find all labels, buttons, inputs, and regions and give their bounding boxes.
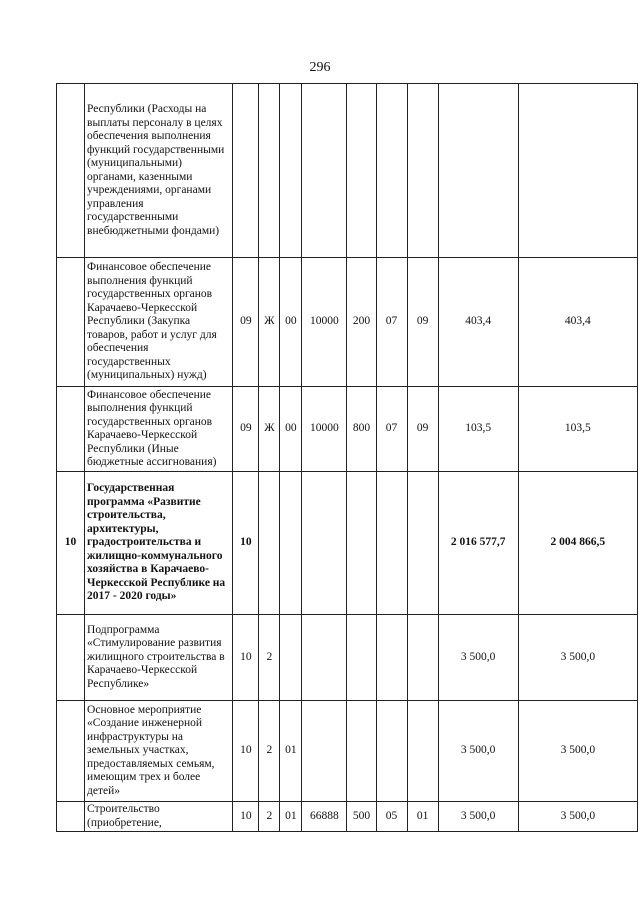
amount-2: 2 004 866,5 [518, 472, 637, 615]
code-7 [407, 472, 438, 615]
code-2: 2 [259, 802, 280, 832]
code-3: 01 [280, 701, 302, 802]
code-6 [376, 615, 407, 701]
code-3 [280, 472, 302, 615]
page-number: 296 [309, 60, 331, 75]
budget-table [56, 83, 638, 832]
row-label: Финансовое обеспечение выполнения функций государственных органов Карачаево-Черкесской Республики (Закупка товаров, работ и услуг для обеспечения государственных (муниципальных) нужд) [85, 258, 233, 387]
amount-2: 403,4 [518, 258, 637, 387]
table-row [57, 615, 638, 701]
row-number [57, 701, 85, 802]
amount-1 [438, 84, 518, 258]
code-1: 10 [233, 615, 259, 701]
row-label: Основное мероприятие «Создание инженерной инфраструктуры на земельных участках, предоставляемых семьям, имеющим трех и более детей» [85, 701, 233, 802]
code-7 [407, 701, 438, 802]
row-number [57, 84, 85, 258]
row-label: Строительство (приобретение, [85, 802, 233, 832]
amount-2: 3 500,0 [518, 615, 637, 701]
row-number: 10 [57, 472, 85, 615]
code-1 [233, 84, 259, 258]
code-6: 07 [376, 387, 407, 472]
code-1: 09 [233, 258, 259, 387]
code-7 [407, 615, 438, 701]
code-4: 10000 [302, 258, 347, 387]
amount-1: 3 500,0 [438, 615, 518, 701]
code-4 [302, 84, 347, 258]
amount-2: 103,5 [518, 387, 637, 472]
amount-1: 3 500,0 [438, 802, 518, 832]
row-number [57, 387, 85, 472]
code-2 [259, 472, 280, 615]
code-5: 200 [347, 258, 376, 387]
table-body [57, 84, 638, 832]
code-7 [407, 84, 438, 258]
code-3: 00 [280, 387, 302, 472]
table-row [57, 472, 638, 615]
table-row [57, 84, 638, 258]
code-2: 2 [259, 701, 280, 802]
code-5 [347, 84, 376, 258]
code-5 [347, 472, 376, 615]
code-3: 00 [280, 258, 302, 387]
code-2 [259, 84, 280, 258]
code-3 [280, 615, 302, 701]
code-4 [302, 701, 347, 802]
amount-1: 403,4 [438, 258, 518, 387]
code-2: Ж [259, 258, 280, 387]
amount-1: 3 500,0 [438, 701, 518, 802]
code-4: 10000 [302, 387, 347, 472]
code-6: 07 [376, 258, 407, 387]
code-6 [376, 701, 407, 802]
code-7: 09 [407, 387, 438, 472]
code-5 [347, 615, 376, 701]
code-6 [376, 472, 407, 615]
code-3 [280, 84, 302, 258]
amount-2: 3 500,0 [518, 802, 637, 832]
code-4: 66888 [302, 802, 347, 832]
table-row [57, 802, 638, 832]
code-3: 01 [280, 802, 302, 832]
row-label: Подпрограмма «Стимулирование развития жилищного строительства в Карачаево-Черкесской Республике» [85, 615, 233, 701]
row-number [57, 615, 85, 701]
code-5 [347, 701, 376, 802]
amount-1: 2 016 577,7 [438, 472, 518, 615]
code-7: 01 [407, 802, 438, 832]
code-1: 10 [233, 802, 259, 832]
row-label: Финансовое обеспечение выполнения функций государственных органов Карачаево-Черкесской Республики (Иные бюджетные ассигнования) [85, 387, 233, 472]
table-row [57, 701, 638, 802]
code-4 [302, 615, 347, 701]
row-label: Республики (Расходы на выплаты персоналу в целях обеспечения выполнения функций государственными (муниципальными) органами, казенными учреждениями, органами управления государственными внебюджетными фондами) [85, 84, 233, 258]
row-number [57, 258, 85, 387]
amount-2: 3 500,0 [518, 701, 637, 802]
code-2: 2 [259, 615, 280, 701]
code-5: 800 [347, 387, 376, 472]
table-row [57, 258, 638, 387]
code-1: 09 [233, 387, 259, 472]
row-number [57, 802, 85, 832]
row-label: Государственная программа «Развитие строительства, архитектуры, градостроительства и жилищно-коммунального хозяйства в Карачаево-Черкесской Республике на 2017 - 2020 годы» [85, 472, 233, 615]
code-4 [302, 472, 347, 615]
amount-2 [518, 84, 637, 258]
code-5: 500 [347, 802, 376, 832]
code-6: 05 [376, 802, 407, 832]
table-row [57, 387, 638, 472]
code-1: 10 [233, 701, 259, 802]
code-6 [376, 84, 407, 258]
code-2: Ж [259, 387, 280, 472]
code-7: 09 [407, 258, 438, 387]
code-1: 10 [233, 472, 259, 615]
amount-1: 103,5 [438, 387, 518, 472]
